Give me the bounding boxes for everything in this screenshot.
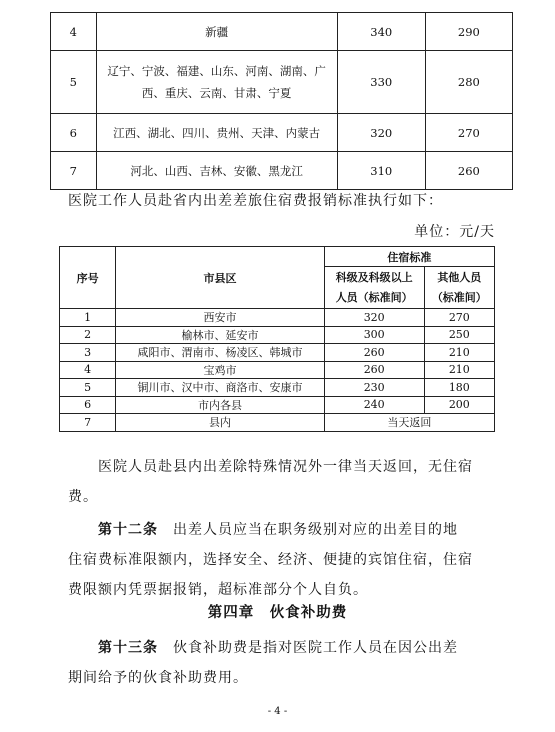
other-rate-cell: 250 — [424, 326, 494, 344]
article-12-line: 费限额内凭票据报销，超标准部分个人自负。 — [68, 582, 368, 598]
article-label: 第十二条 — [98, 522, 158, 538]
other-rate-cell: 200 — [424, 396, 494, 414]
header-standard: 住宿标准 — [324, 247, 494, 267]
table-row — [51, 13, 513, 51]
county-paragraph-line: 医院人员赴县内出差除特殊情况外一律当天返回，无住宿 — [98, 459, 473, 475]
row-number: 5 — [60, 379, 116, 397]
article-label: 第十三条 — [98, 640, 158, 656]
header-line: （标准间） — [431, 290, 487, 304]
header-senior — [324, 267, 424, 309]
senior-rate-cell: 340 — [337, 13, 425, 51]
region-line: 西、重庆、云南、甘肃、宁夏 — [141, 86, 292, 100]
district-cell: 宝鸡市 — [116, 361, 324, 379]
senior-rate-cell: 330 — [337, 51, 425, 114]
row-number: 5 — [51, 51, 97, 114]
region-cell: 新疆 — [96, 13, 337, 51]
table-row — [51, 114, 513, 152]
other-rate-cell: 260 — [425, 152, 512, 190]
table-row — [60, 309, 495, 327]
table-header-row — [60, 247, 495, 267]
senior-rate-cell: 310 — [337, 152, 425, 190]
other-rate-cell: 290 — [425, 13, 512, 51]
row-number: 6 — [60, 396, 116, 414]
senior-rate-cell: 320 — [324, 309, 424, 327]
article-13-line — [98, 633, 518, 663]
row-number: 3 — [60, 344, 116, 362]
row-number: 4 — [60, 361, 116, 379]
row-number: 1 — [60, 309, 116, 327]
table-row — [60, 344, 495, 362]
region-cell: 江西、湖北、四川、贵州、天津、内蒙古 — [96, 114, 337, 152]
region-cell — [96, 51, 337, 114]
page-number: - 4 - — [267, 706, 288, 717]
article-text: 伙食补助费是指对医院工作人员在因公出差 — [158, 640, 458, 656]
header-other — [424, 267, 494, 309]
other-rate-cell: 280 — [425, 51, 512, 114]
district-cell: 西安市 — [116, 309, 324, 327]
senior-rate-cell: 230 — [324, 379, 424, 397]
same-day-return-cell: 当天返回 — [324, 414, 494, 432]
other-rate-cell: 270 — [425, 114, 512, 152]
senior-rate-cell: 300 — [324, 326, 424, 344]
article-13-line: 期间给予的伙食补助费用。 — [68, 670, 248, 686]
district-cell: 榆林市、延安市 — [116, 326, 324, 344]
header-number: 序号 — [60, 247, 116, 309]
header-line: 科级及科级以上 — [335, 270, 413, 284]
county-paragraph-line: 费。 — [68, 489, 98, 505]
other-rate-cell: 210 — [424, 361, 494, 379]
region-cell: 河北、山西、吉林、安徽、黑龙江 — [96, 152, 337, 190]
table-row — [60, 379, 495, 397]
row-number: 2 — [60, 326, 116, 344]
district-cell: 县内 — [116, 414, 324, 432]
header-line: 人员（标准间） — [335, 290, 413, 304]
province-lodging-table — [50, 12, 513, 190]
table-row — [60, 326, 495, 344]
unit-label: 单位：元/天 — [414, 224, 495, 240]
row-number: 7 — [60, 414, 116, 432]
senior-rate-cell: 320 — [337, 114, 425, 152]
senior-rate-cell: 240 — [324, 396, 424, 414]
table-row — [60, 396, 495, 414]
region-line: 辽宁、宁波、福建、山东、河南、湖南、广 — [107, 64, 326, 78]
row-number: 4 — [51, 13, 97, 51]
article-12-line — [98, 515, 518, 545]
table-row — [60, 414, 495, 432]
table-row — [51, 152, 513, 190]
header-line: 其他人员 — [437, 270, 482, 284]
article-12-line: 住宿费标准限额内，选择安全、经济、便捷的宾馆住宿，住宿 — [68, 552, 473, 568]
other-rate-cell: 270 — [424, 309, 494, 327]
senior-rate-cell: 260 — [324, 344, 424, 362]
article-text: 出差人员应当在职务级别对应的出差目的地 — [158, 522, 458, 538]
district-cell: 铜川市、汉中市、商洛市、安康市 — [116, 379, 324, 397]
table-row — [60, 361, 495, 379]
chapter-title: 第四章 伙食补助费 — [207, 605, 348, 621]
senior-rate-cell: 260 — [324, 361, 424, 379]
district-cell: 市内各县 — [116, 396, 324, 414]
row-number: 7 — [51, 152, 97, 190]
other-rate-cell: 210 — [424, 344, 494, 362]
district-cell: 咸阳市、渭南市、杨凌区、韩城市 — [116, 344, 324, 362]
in-province-lodging-table — [59, 246, 495, 432]
row-number: 6 — [51, 114, 97, 152]
header-district: 市县区 — [116, 247, 324, 309]
other-rate-cell: 180 — [424, 379, 494, 397]
table-row — [51, 51, 513, 114]
intro-paragraph: 医院工作人员赴省内出差差旅住宿费报销标准执行如下： — [68, 193, 443, 209]
